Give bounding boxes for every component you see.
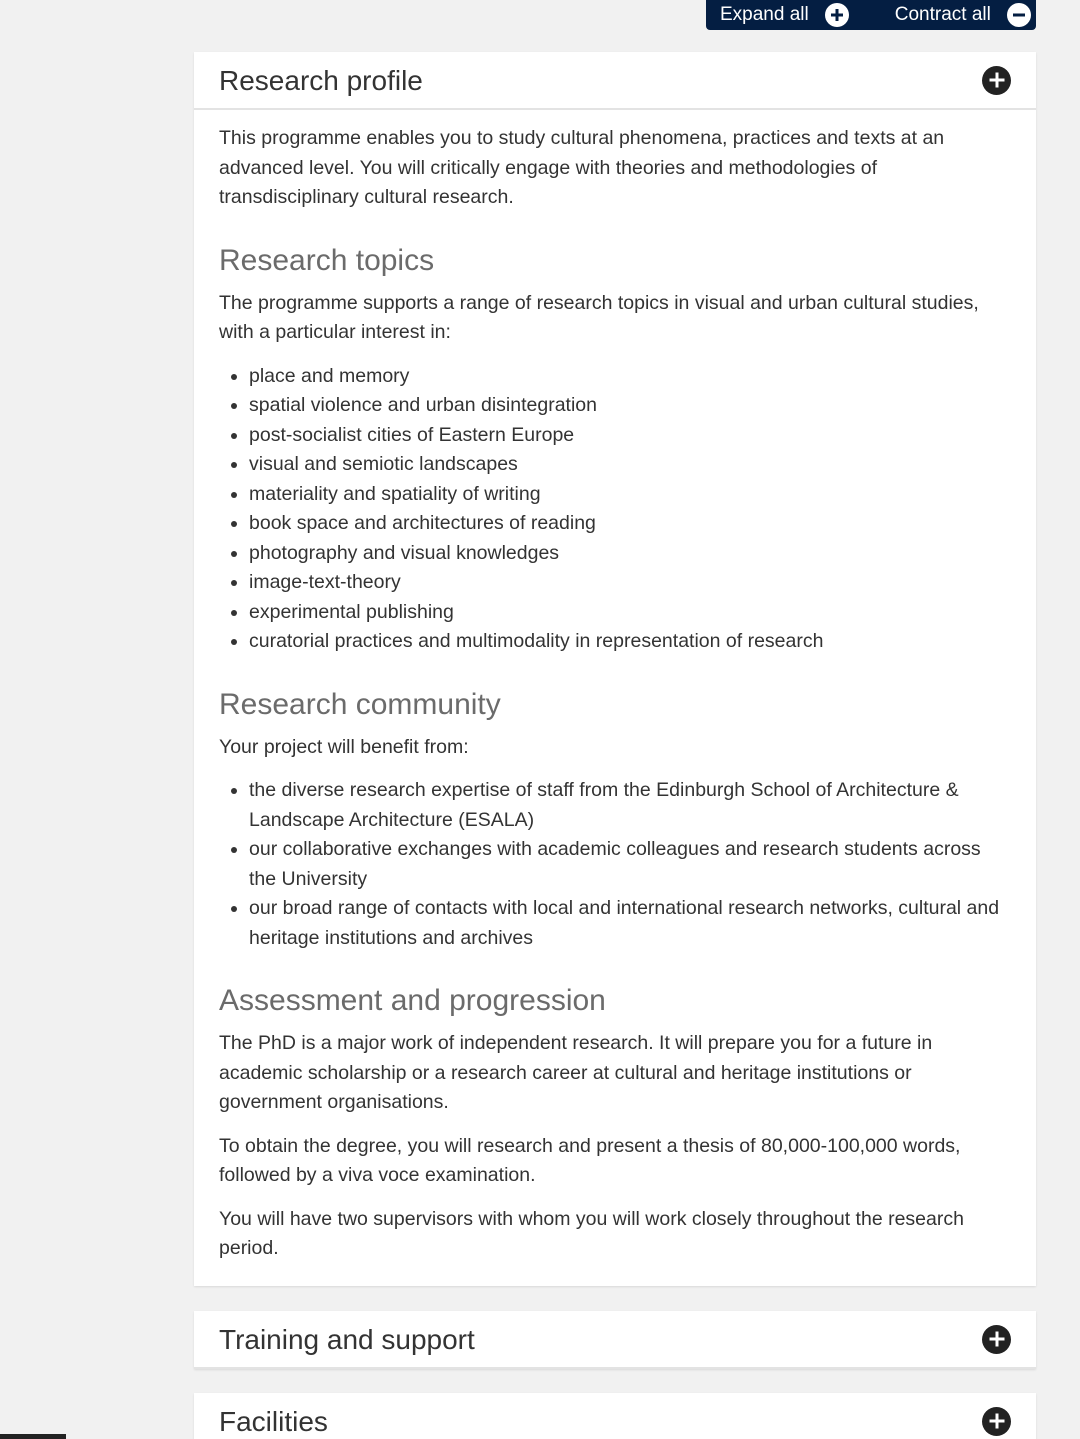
list-item: • photography and visual knowledges (249, 539, 1011, 569)
plus-circle-icon[interactable] (982, 1407, 1011, 1436)
list-item: • book space and architectures of reading (249, 509, 1011, 539)
list-item: • the diverse research expertise of staff from the Edinburgh School of Architecture & Landscape Architecture (ESALA) (249, 776, 1011, 835)
panel-title: Training and support (219, 1324, 475, 1355)
community-list (219, 776, 1011, 953)
expand-all-label: Expand all (720, 4, 809, 25)
list-item: • experimental publishing (249, 598, 1011, 628)
list-item: • visual and semiotic landscapes (249, 450, 1011, 480)
contract-all-label: Contract all (894, 4, 991, 25)
research-profile-header[interactable] (194, 52, 1036, 110)
list-item: • spatial violence and urban disintegration (249, 391, 1011, 421)
panel-title: Facilities (219, 1406, 328, 1437)
training-support-panel (194, 1311, 1036, 1369)
intro-paragraph: This programme enables you to study cultural phenomena, practices and texts at an advanced level. You will critically engage with theories and methodologies of transdisciplinary cultural research. (219, 127, 945, 208)
plus-circle-icon[interactable] (982, 66, 1011, 95)
list-item: • post-socialist cities of Eastern Europe (249, 421, 1011, 451)
contract-all-button[interactable] (895, 3, 1031, 27)
facilities-panel (194, 1393, 1036, 1439)
list-item: • materiality and spatiality of writing (249, 480, 1011, 510)
assessment-paragraph-3: You will have two supervisors with whom you will work closely throughout the research period. (219, 1207, 964, 1259)
topics-list (219, 362, 1011, 657)
list-item: • our collaborative exchanges with academic colleagues and research students across the University (249, 835, 1011, 894)
list-item: • image-text-theory (249, 568, 1011, 598)
list-item: • curatorial practices and multimodality in representation of research (249, 627, 1011, 657)
panel-title: Research profile (219, 65, 423, 96)
list-item: • our broad range of contacts with local and international research networks, cultural and heritage institutions and archives (249, 894, 1011, 953)
community-intro: Your project will benefit from: (219, 735, 469, 758)
research-community-heading: Research community (219, 687, 501, 721)
list-item: • place and memory (249, 362, 1011, 392)
plus-circle-icon (825, 3, 849, 27)
assessment-heading: Assessment and progression (219, 984, 606, 1017)
assessment-paragraph-1: The PhD is a major work of independent research. It will prepare you for a future in academic scholarship or a research career at cultural and heritage institutions or government organisations. (219, 1032, 933, 1113)
training-support-header[interactable] (194, 1311, 1036, 1369)
facilities-header[interactable] (194, 1393, 1036, 1439)
research-profile-body (194, 110, 1036, 1290)
research-profile-panel (194, 52, 1036, 1286)
topics-intro: The programme supports a range of research topics in visual and urban cultural studies, with a particular interest in: (219, 291, 979, 343)
plus-circle-icon[interactable] (982, 1325, 1011, 1354)
assessment-paragraph-2: To obtain the degree, you will research and present a thesis of 80,000-100,000 words, followed by a viva voce examination. (219, 1134, 961, 1186)
minus-circle-icon (1007, 3, 1031, 27)
research-topics-heading: Research topics (219, 243, 435, 277)
bottom-edge-tab[interactable] (0, 1434, 66, 1439)
expand-contract-toolbar (706, 0, 1036, 30)
expand-all-button[interactable] (720, 3, 849, 27)
